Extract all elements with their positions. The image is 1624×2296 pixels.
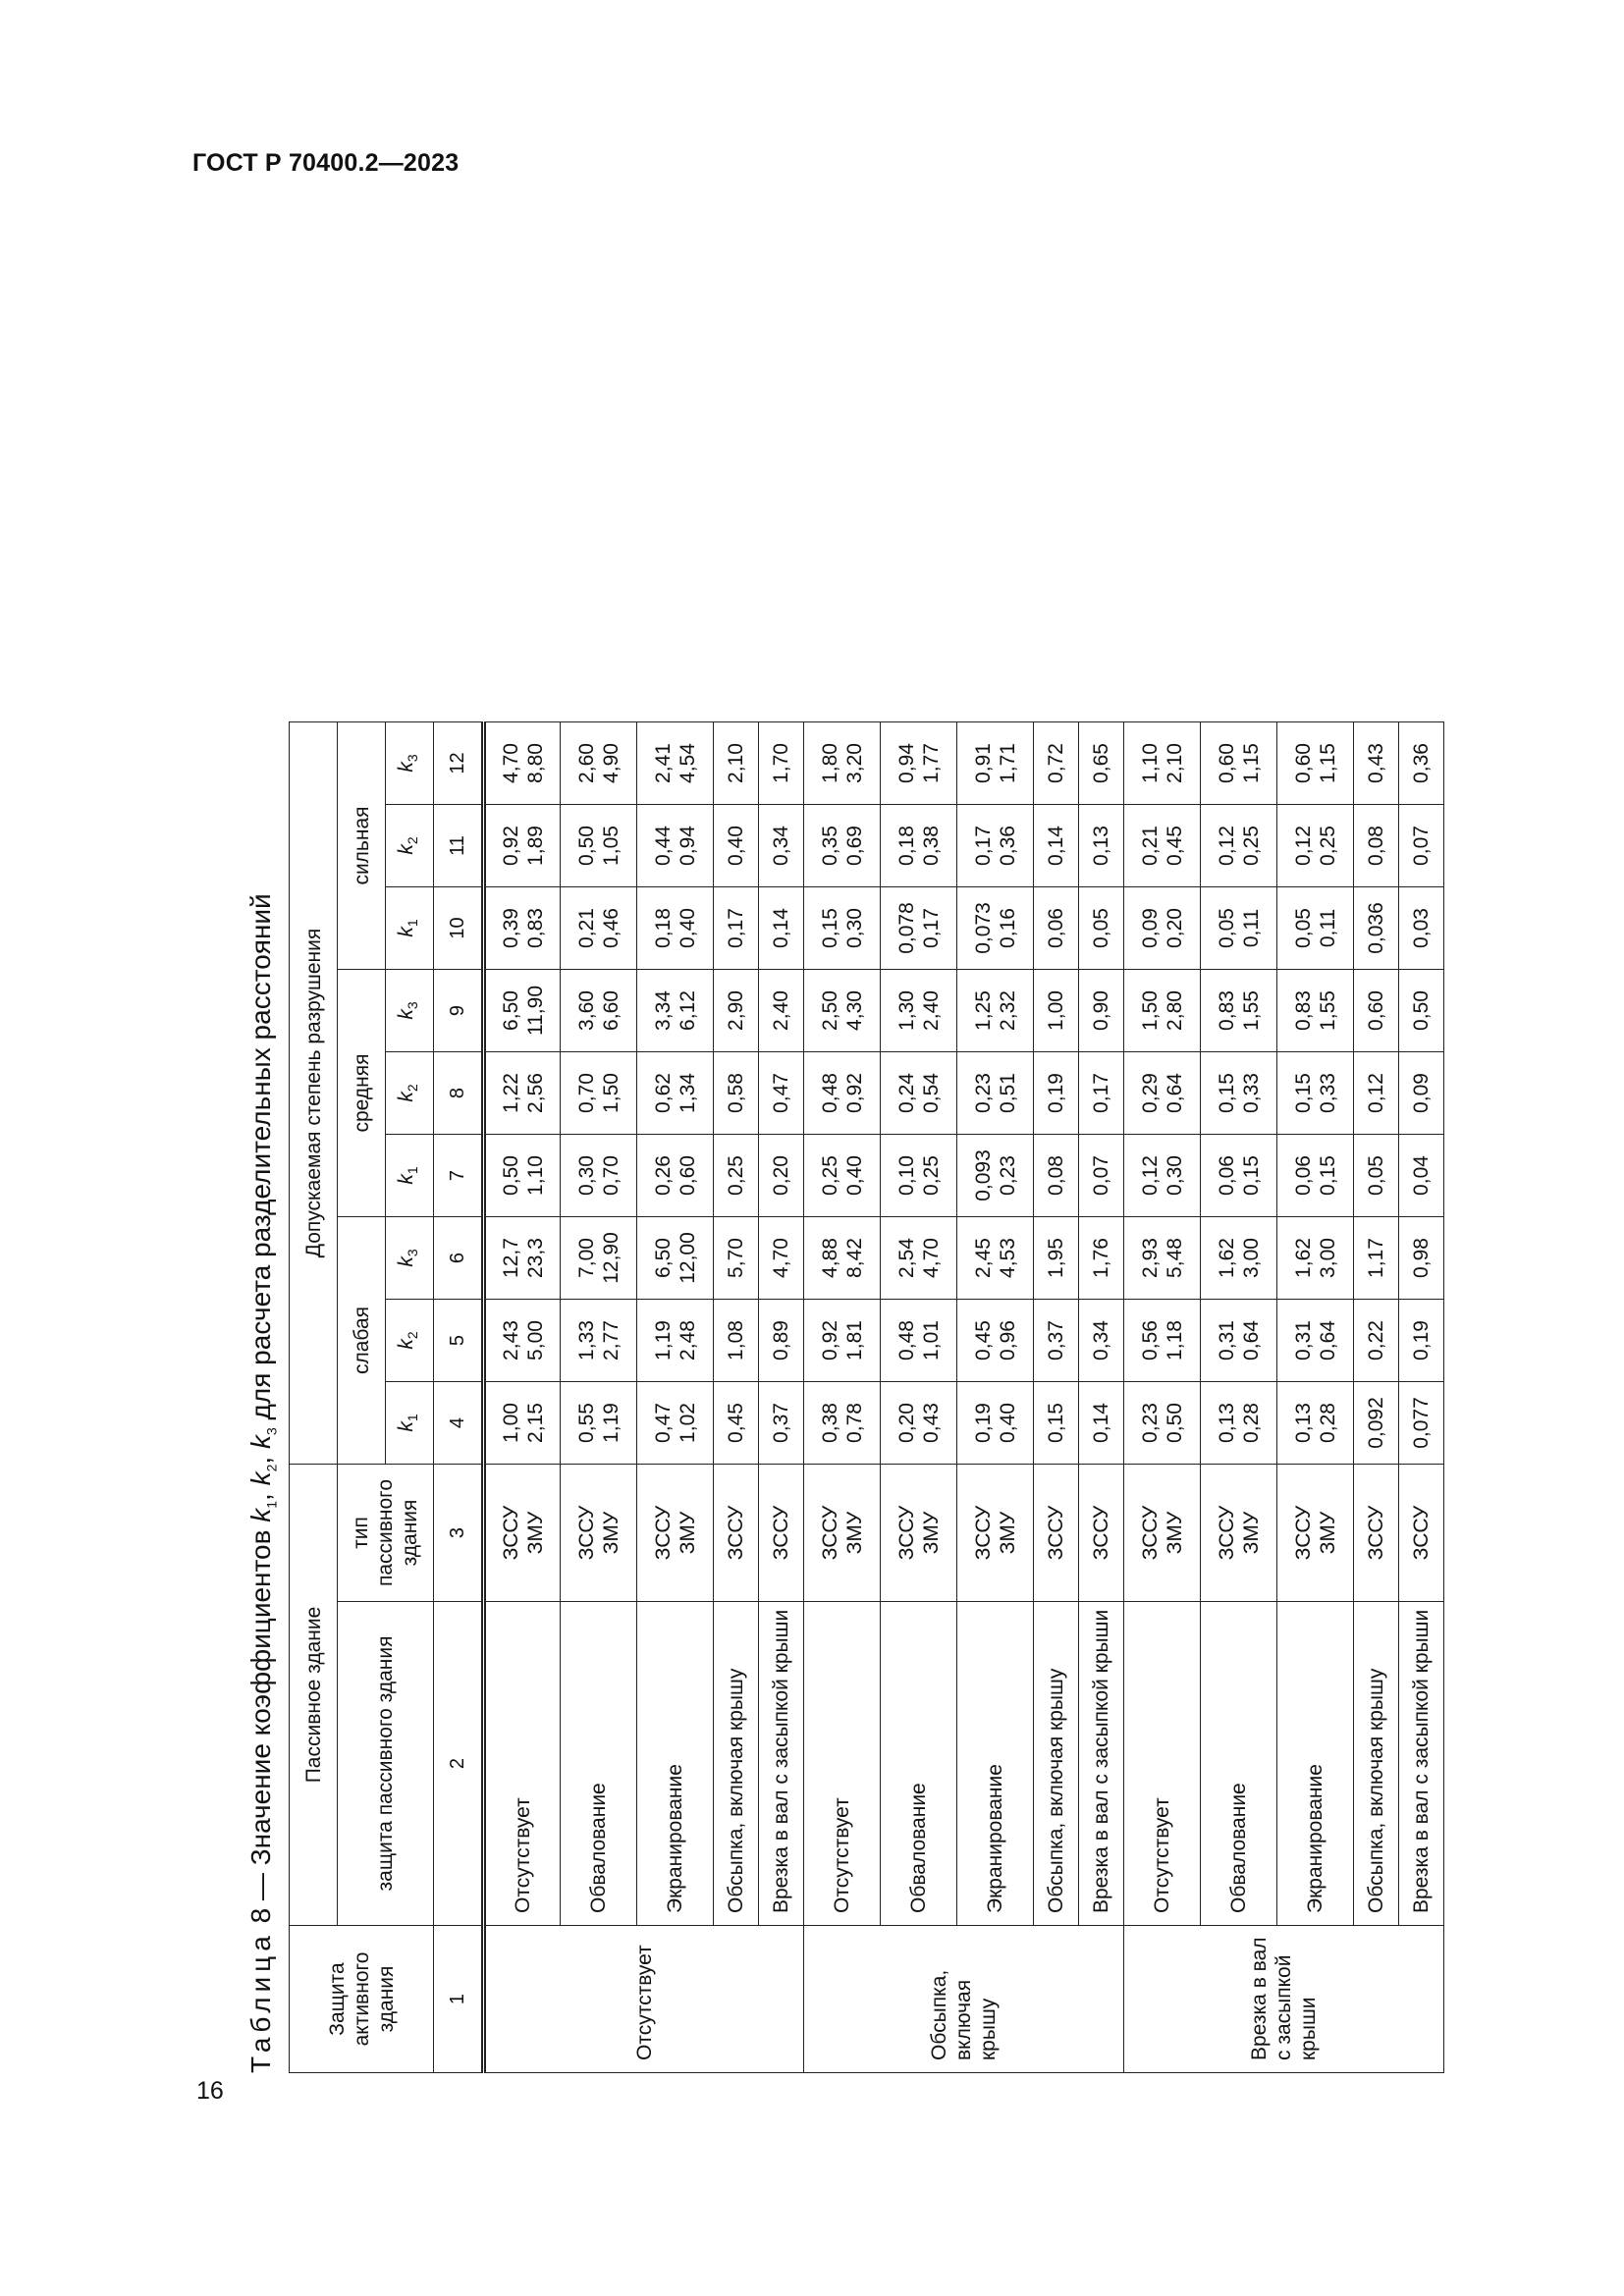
coefficient-value: 0,05 [1079, 887, 1124, 970]
coefficient-value: 0,17 0,36 [957, 805, 1034, 887]
column-number: 6 [434, 1217, 484, 1300]
passive-protection-cell: Экранирование [1277, 1602, 1354, 1926]
table-row [1277, 722, 1354, 2073]
k-symbol: $k_1$ [394, 1414, 421, 1432]
k-symbol: $k_2$ [394, 1084, 421, 1102]
coefficient-value: 0,48 0,92 [804, 1052, 881, 1135]
coefficient-value: 1,95 [1034, 1217, 1079, 1300]
coefficient-value: 1,50 2,80 [1124, 970, 1201, 1052]
coefficient-value: 0,91 1,71 [957, 722, 1034, 805]
header-level-medium: средняя [338, 970, 386, 1217]
passive-type-cell: ЗССУ [1354, 1465, 1399, 1602]
coefficient-value: 6,50 11,90 [484, 970, 561, 1052]
coefficient-value: 0,70 1,50 [561, 1052, 637, 1135]
coefficient-value: 0,43 [1354, 722, 1399, 805]
passive-type-cell: ЗССУ ЗМУ [1277, 1465, 1354, 1602]
coefficient-value: 6,50 12,00 [637, 1217, 714, 1300]
coefficient-value: 0,07 [1079, 1135, 1124, 1217]
table-row [1201, 722, 1277, 2073]
coefficient-value: 5,70 [714, 1217, 759, 1300]
passive-protection-cell: Экранирование [637, 1602, 714, 1926]
page-number: 16 [196, 2077, 224, 2105]
header-k-label [386, 1382, 434, 1465]
coefficient-value: 0,89 [759, 1300, 804, 1382]
passive-protection-cell: Отсутствует [484, 1602, 561, 1926]
table-row [881, 722, 957, 2073]
coefficient-value: 0,24 0,54 [881, 1052, 957, 1135]
coefficient-value: 0,31 0,64 [1277, 1300, 1354, 1382]
k-symbol: $k_1$ [394, 1166, 421, 1185]
passive-protection-cell: Экранирование [957, 1602, 1034, 1926]
coefficient-value: 0,05 0,11 [1277, 887, 1354, 970]
coefficient-value: 1,22 2,56 [484, 1052, 561, 1135]
coefficient-value: 1,62 3,00 [1277, 1217, 1354, 1300]
passive-protection-cell: Врезка в вал с засыпкой крыши [1399, 1602, 1444, 1926]
table-row [759, 722, 804, 2073]
coefficient-value: 0,08 [1034, 1135, 1079, 1217]
coefficient-value: 2,54 4,70 [881, 1217, 957, 1300]
coefficient-value: 7,00 12,90 [561, 1217, 637, 1300]
coefficient-value: 0,22 [1354, 1300, 1399, 1382]
table-row [484, 722, 561, 2073]
coefficient-value: 0,19 [1034, 1052, 1079, 1135]
table-row [1124, 722, 1201, 2073]
coefficient-value: 0,13 0,28 [1201, 1382, 1277, 1465]
caption-label: Таблица [245, 1931, 276, 2073]
header-level-strong: сильная [338, 722, 386, 970]
coefficient-value: 0,077 [1399, 1382, 1444, 1465]
coefficient-value: 0,09 0,20 [1124, 887, 1201, 970]
coefficient-value: 0,06 0,15 [1277, 1135, 1354, 1217]
column-number: 2 [434, 1602, 484, 1926]
coefficient-value: 1,33 2,77 [561, 1300, 637, 1382]
passive-protection-cell: Отсутствует [804, 1602, 881, 1926]
coefficient-value: 0,38 0,78 [804, 1382, 881, 1465]
coefficient-value: 0,18 0,38 [881, 805, 957, 887]
column-number: 8 [434, 1052, 484, 1135]
coefficient-value: 1,30 2,40 [881, 970, 957, 1052]
coefficient-value: 0,18 0,40 [637, 887, 714, 970]
coefficient-value: 0,19 [1399, 1300, 1444, 1382]
coefficient-value: 1,10 2,10 [1124, 722, 1201, 805]
passive-protection-cell: Обсыпка, включая крышу [714, 1602, 759, 1926]
coefficient-value: 0,37 [759, 1382, 804, 1465]
passive-type-cell: ЗССУ ЗМУ [484, 1465, 561, 1602]
coefficient-value: 0,12 0,25 [1201, 805, 1277, 887]
coefficient-value: 0,36 [1399, 722, 1444, 805]
coefficient-value: 0,25 [714, 1135, 759, 1217]
coefficient-value: 0,98 [1399, 1217, 1444, 1300]
coefficient-value: 1,00 [1034, 970, 1079, 1052]
coefficient-value: 0,44 0,94 [637, 805, 714, 887]
coefficient-value: 0,90 [1079, 970, 1124, 1052]
table-row [637, 722, 714, 2073]
coefficient-value: 0,21 0,46 [561, 887, 637, 970]
coefficient-value: 0,15 0,33 [1201, 1052, 1277, 1135]
header-k-label [386, 1135, 434, 1217]
passive-type-cell: ЗССУ ЗМУ [804, 1465, 881, 1602]
coefficient-value: 0,45 [714, 1382, 759, 1465]
column-number: 1 [434, 1926, 484, 2073]
coefficient-value: 0,12 0,30 [1124, 1135, 1201, 1217]
coefficient-value: 2,10 [714, 722, 759, 805]
coefficient-value: 0,45 0,96 [957, 1300, 1034, 1382]
coefficient-value: 0,06 [1034, 887, 1079, 970]
k-symbol: $k_3$ [394, 1001, 421, 1020]
coefficient-value: 0,50 1,05 [561, 805, 637, 887]
coefficient-value: 0,47 [759, 1052, 804, 1135]
document-code: ГОСТ Р 70400.2—2023 [192, 149, 460, 177]
coefficient-value: 0,19 0,40 [957, 1382, 1034, 1465]
coefficient-value: 2,41 4,54 [637, 722, 714, 805]
coefficient-value: 0,09 [1399, 1052, 1444, 1135]
coefficient-value: 0,65 [1079, 722, 1124, 805]
coefficient-value: 0,34 [759, 805, 804, 887]
table-body [484, 722, 1444, 2073]
header-active-protection: Защита активного здания [290, 1926, 434, 2073]
coefficients-table [289, 721, 1444, 2073]
coefficient-value: 0,37 [1034, 1300, 1079, 1382]
k-symbol: $k_3$ [394, 1249, 421, 1267]
k-symbol: $k_3$ [394, 754, 421, 773]
column-number: 11 [434, 805, 484, 887]
active-protection-cell: Врезка в вал с засыпкой крыши [1124, 1926, 1444, 2073]
active-protection-cell: Отсутствует [484, 1926, 804, 2073]
passive-protection-cell: Обвалование [561, 1602, 637, 1926]
coefficient-value: 2,45 4,53 [957, 1217, 1034, 1300]
coefficient-value: 0,06 0,15 [1201, 1135, 1277, 1217]
coefficient-value: 0,093 0,23 [957, 1135, 1034, 1217]
coefficient-value: 4,70 [759, 1217, 804, 1300]
coefficient-value: 0,92 1,81 [804, 1300, 881, 1382]
coefficient-value: 0,40 [714, 805, 759, 887]
coefficient-value: 0,60 [1354, 970, 1399, 1052]
coefficient-value: 0,12 0,25 [1277, 805, 1354, 887]
rotated-table-area [234, 228, 1608, 2073]
column-number: 10 [434, 887, 484, 970]
k-symbol: $k_2$ [394, 1331, 421, 1350]
passive-type-cell: ЗССУ [1034, 1465, 1079, 1602]
column-number: 3 [434, 1465, 484, 1602]
coefficient-value: 3,34 6,12 [637, 970, 714, 1052]
table-row [561, 722, 637, 2073]
coefficient-value: 0,83 1,55 [1277, 970, 1354, 1052]
coefficient-value: 0,39 0,83 [484, 887, 561, 970]
coefficient-value: 3,60 6,60 [561, 970, 637, 1052]
passive-type-cell: ЗССУ ЗМУ [881, 1465, 957, 1602]
coefficient-value: 0,50 1,10 [484, 1135, 561, 1217]
coefficient-value: 0,31 0,64 [1201, 1300, 1277, 1382]
coefficient-value: 1,76 [1079, 1217, 1124, 1300]
coefficient-value: 0,25 0,40 [804, 1135, 881, 1217]
coefficient-value: 0,05 0,11 [1201, 887, 1277, 970]
column-number: 4 [434, 1382, 484, 1465]
header-passive-type: тип пассивного здания [338, 1465, 434, 1602]
coefficient-value: 0,15 [1034, 1382, 1079, 1465]
coefficient-value: 0,073 0,16 [957, 887, 1034, 970]
coefficient-value: 0,15 0,30 [804, 887, 881, 970]
k-symbol: $k_1$ [394, 919, 421, 937]
passive-protection-cell: Отсутствует [1124, 1602, 1201, 1926]
coefficient-value: 0,14 [759, 887, 804, 970]
passive-protection-cell: Врезка в вал с засыпкой крыши [759, 1602, 804, 1926]
coefficient-value: 1,25 2,32 [957, 970, 1034, 1052]
passive-type-cell: ЗССУ [1399, 1465, 1444, 1602]
coefficient-value: 0,92 1,89 [484, 805, 561, 887]
coefficient-value: 0,07 [1399, 805, 1444, 887]
table-row [1034, 722, 1079, 2073]
coefficient-value: 0,10 0,25 [881, 1135, 957, 1217]
coefficient-value: 0,092 [1354, 1382, 1399, 1465]
coefficient-value: 1,62 3,00 [1201, 1217, 1277, 1300]
coefficient-value: 0,23 0,50 [1124, 1382, 1201, 1465]
coefficient-value: 0,17 [1079, 1052, 1124, 1135]
coefficient-value: 1,17 [1354, 1217, 1399, 1300]
coefficient-value: 0,58 [714, 1052, 759, 1135]
header-k-label [386, 1052, 434, 1135]
coefficient-value: 0,20 0,43 [881, 1382, 957, 1465]
coefficient-value: 2,60 4,90 [561, 722, 637, 805]
coefficient-value: 1,08 [714, 1300, 759, 1382]
passive-type-cell: ЗССУ ЗМУ [1124, 1465, 1201, 1602]
column-number: 5 [434, 1300, 484, 1382]
header-k-label [386, 1217, 434, 1300]
coefficient-value: 0,83 1,55 [1201, 970, 1277, 1052]
coefficient-value: 0,47 1,02 [637, 1382, 714, 1465]
column-number: 7 [434, 1135, 484, 1217]
coefficient-value: 1,70 [759, 722, 804, 805]
coefficient-value: 0,13 0,28 [1277, 1382, 1354, 1465]
active-protection-cell: Обсыпка, включая крышу [804, 1926, 1124, 2073]
caption-text: Значение коэффициентов $k_1$, $k_2$, $k_3$ для расчета разделительных расстояний [245, 893, 280, 1866]
header-damage-degree: Допускаемая степень разрушения [290, 722, 338, 1465]
coefficient-value: 2,90 [714, 970, 759, 1052]
header-k-label [386, 805, 434, 887]
coefficient-value: 0,05 [1354, 1135, 1399, 1217]
table-row [1079, 722, 1124, 2073]
passive-protection-cell: Обвалование [881, 1602, 957, 1926]
passive-type-cell: ЗССУ [714, 1465, 759, 1602]
header-level-weak: слабая [338, 1217, 386, 1465]
coefficient-value: 0,23 0,51 [957, 1052, 1034, 1135]
header-k-label [386, 970, 434, 1052]
coefficient-value: 0,62 1,34 [637, 1052, 714, 1135]
coefficient-value: 0,13 [1079, 805, 1124, 887]
coefficient-value: 4,70 8,80 [484, 722, 561, 805]
coefficient-value: 2,40 [759, 970, 804, 1052]
coefficient-value: 0,48 1,01 [881, 1300, 957, 1382]
coefficient-value: 0,72 [1034, 722, 1079, 805]
table-row [1399, 722, 1444, 2073]
passive-protection-cell: Обсыпка, включая крышу [1034, 1602, 1079, 1926]
coefficient-value: 0,14 [1034, 805, 1079, 887]
column-number: 12 [434, 722, 484, 805]
coefficient-value: 0,35 0,69 [804, 805, 881, 887]
header-passive-protection: защита пассивного здания [338, 1602, 434, 1926]
header-k-label [386, 887, 434, 970]
table-row [714, 722, 759, 2073]
passive-type-cell: ЗССУ ЗМУ [1201, 1465, 1277, 1602]
coefficient-value: 0,08 [1354, 805, 1399, 887]
coefficient-value: 1,19 2,48 [637, 1300, 714, 1382]
coefficient-value: 0,21 0,45 [1124, 805, 1201, 887]
coefficient-value: 2,93 5,48 [1124, 1217, 1201, 1300]
coefficient-value: 0,56 1,18 [1124, 1300, 1201, 1382]
passive-type-cell: ЗССУ ЗМУ [637, 1465, 714, 1602]
passive-type-cell: ЗССУ ЗМУ [957, 1465, 1034, 1602]
coefficient-value: 0,03 [1399, 887, 1444, 970]
coefficient-value: 0,15 0,33 [1277, 1052, 1354, 1135]
passive-type-cell: ЗССУ [1079, 1465, 1124, 1602]
coefficient-value: 1,80 3,20 [804, 722, 881, 805]
caption-number: 8 [245, 1907, 276, 1924]
coefficient-value: 4,88 8,42 [804, 1217, 881, 1300]
coefficient-value: 0,94 1,77 [881, 722, 957, 805]
header-k-label [386, 1300, 434, 1382]
column-number-row [434, 722, 484, 2073]
coefficient-value: 0,04 [1399, 1135, 1444, 1217]
coefficient-value: 0,078 0,17 [881, 887, 957, 970]
header-passive-building: Пассивное здание [290, 1465, 338, 1926]
coefficient-value: 0,60 1,15 [1277, 722, 1354, 805]
table-caption: Таблица 8 — Значение коэффициентов $k_1$, $k_2$, $k_3$ для расчета разделительных расстояний [245, 893, 280, 2073]
table-row [957, 722, 1034, 2073]
coefficient-value: 0,55 1,19 [561, 1382, 637, 1465]
table-row [804, 722, 881, 2073]
header-k-label [386, 722, 434, 805]
passive-protection-cell: Врезка в вал с засыпкой крыши [1079, 1602, 1124, 1926]
coefficient-value: 0,20 [759, 1135, 804, 1217]
passive-type-cell: ЗССУ [759, 1465, 804, 1602]
coefficient-value: 0,26 0,60 [637, 1135, 714, 1217]
coefficient-value: 0,12 [1354, 1052, 1399, 1135]
coefficient-value: 1,00 2,15 [484, 1382, 561, 1465]
coefficient-value: 12,7 23,3 [484, 1217, 561, 1300]
passive-protection-cell: Обвалование [1201, 1602, 1277, 1926]
coefficient-value: 0,036 [1354, 887, 1399, 970]
coefficient-value: 0,14 [1079, 1382, 1124, 1465]
passive-protection-cell: Обсыпка, включая крышу [1354, 1602, 1399, 1926]
k-symbol: $k_2$ [394, 836, 421, 855]
coefficient-value: 0,17 [714, 887, 759, 970]
coefficient-value: 0,29 0,64 [1124, 1052, 1201, 1135]
passive-type-cell: ЗССУ ЗМУ [561, 1465, 637, 1602]
coefficient-value: 0,30 0,70 [561, 1135, 637, 1217]
column-number: 9 [434, 970, 484, 1052]
coefficient-value: 0,34 [1079, 1300, 1124, 1382]
coefficient-value: 2,50 4,30 [804, 970, 881, 1052]
table-row [1354, 722, 1399, 2073]
coefficient-value: 0,50 [1399, 970, 1444, 1052]
coefficient-value: 0,60 1,15 [1201, 722, 1277, 805]
coefficient-value: 2,43 5,00 [484, 1300, 561, 1382]
